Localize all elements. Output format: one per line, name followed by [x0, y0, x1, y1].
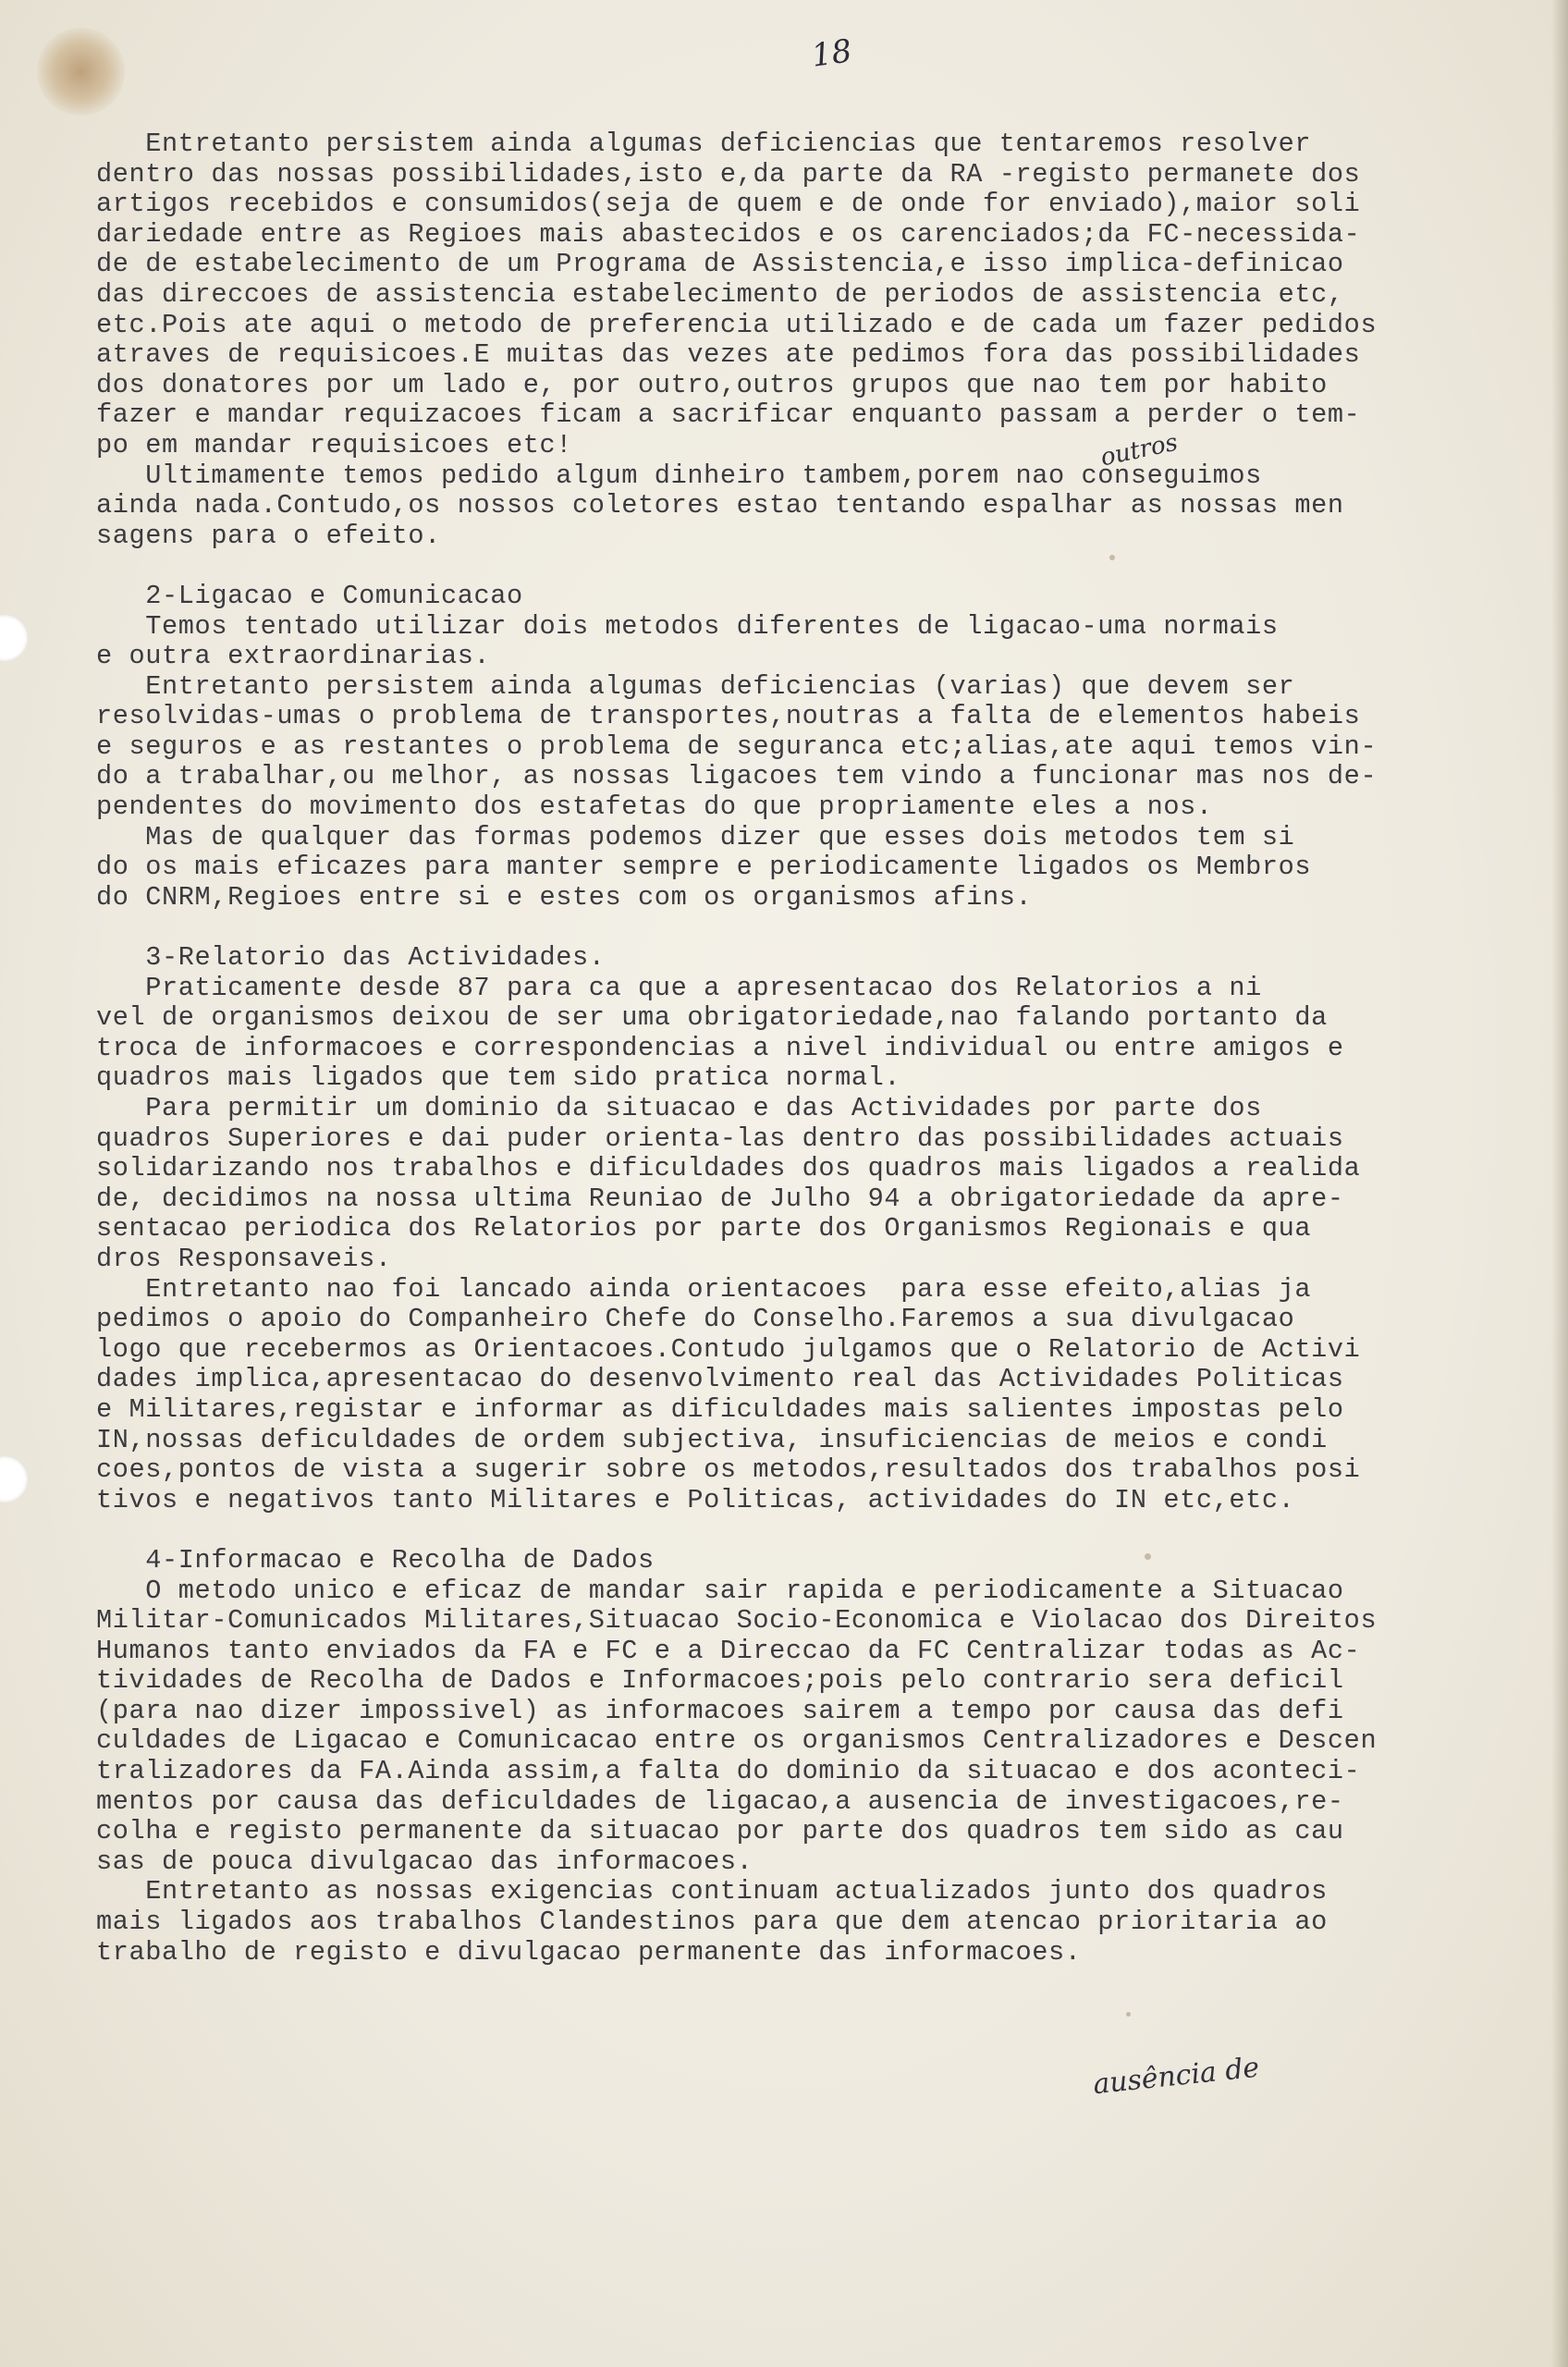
text-line: mentos por causa das deficuldades de ligacao,a ausencia de investigacoes,re- [96, 1785, 1344, 1817]
paper-speck [1126, 2012, 1131, 2017]
handwritten-bottom-note: ausência de [1091, 2051, 1261, 2102]
page-number: 18 [809, 32, 854, 75]
text-line: do CNRM,Regioes entre si e estes com os organismos afins. [96, 881, 1033, 913]
section-heading-relatorio: 3-Relatorio das Actividades. [96, 942, 606, 974]
section-heading-ligacao: 2-Ligacao e Comunicacao [96, 580, 523, 611]
text-line: colha e registo permanente da situacao por parte dos quadros tem sido as cau [96, 1816, 1344, 1847]
text-line: sagens para o efeito. [96, 520, 441, 551]
text-line: Entretanto as nossas exigencias continuam actualizados junto dos quadros [96, 1876, 1328, 1907]
text-line: e seguros e as restantes o problema de seguranca etc;alias,ate aqui temos vin- [96, 730, 1378, 762]
text-line: resolvidas-umas o problema de transportes,noutras a falta de elementos habeis [96, 701, 1361, 732]
text-line: de, decidimos na nossa ultima Reuniao de Julho 94 a obrigatoriedade da apre- [96, 1183, 1344, 1214]
text-line: do a trabalhar,ou melhor, as nossas ligacoes tem vindo a funcionar mas nos de- [96, 761, 1378, 792]
text-line: ainda nada.Contudo,os nossos coletores estao tentando espalhar as nossas men [96, 490, 1344, 521]
text-line: po em mandar requisicoes etc! [96, 429, 573, 460]
paragraph-gap [96, 913, 1548, 943]
text-line: pendentes do movimento dos estafetas do que propriamente eles a nos. [96, 791, 1213, 823]
rust-stain [37, 28, 125, 116]
text-line: quadros mais ligados que tem sido pratica normal. [96, 1062, 901, 1094]
text-line: fazer e mandar requizacoes ficam a sacrificar enquanto passam a perder o tem- [96, 399, 1361, 431]
text-line: dades implica,apresentacao do desenvolvimento real das Actividades Politicas [96, 1364, 1344, 1395]
text-line: tividades de Recolha de Dados e Informacoes;pois pelo contrario sera deficil [96, 1665, 1344, 1697]
text-line: sas de pouca divulgacao das informacoes. [96, 1846, 753, 1877]
text-line: Entretanto nao foi lancado ainda orientacoes para esse efeito,alias ja [96, 1273, 1312, 1305]
text-line: Para permitir um dominio da situacao e das Actividades por parte dos [96, 1093, 1262, 1123]
paragraph-gap [96, 551, 1548, 582]
page-edge-shadow [1551, 0, 1568, 2367]
text-line: e Militares,registar e informar as dificuldades mais salientes impostas pelo [96, 1393, 1344, 1425]
text-line: quadros Superiores e dai puder orienta-las dentro das possibilidades actuais [96, 1122, 1344, 1154]
punch-hole-top [0, 615, 28, 661]
text-line: atraves de requisicoes.E muitas das vezes ate pedimos fora das possibilidades [96, 339, 1361, 371]
text-line: Praticamente desde 87 para ca que a apresentacao dos Relatorios a ni [96, 972, 1262, 1003]
text-line: dariedade entre as Regioes mais abastecidos e os carenciados;da FC-necessida- [96, 218, 1361, 250]
text-line: sentacao periodica dos Relatorios por parte dos Organismos Regionais e qua [96, 1213, 1312, 1245]
text-line: etc.Pois ate aqui o metodo de preferencia utilizado e de cada um fazer pedidos [96, 309, 1378, 340]
text-line: dros Responsaveis. [96, 1243, 392, 1274]
handwritten-marginal-note: outros [1097, 428, 1181, 472]
text-line: vel de organismos deixou de ser uma obrigatoriedade,nao falando portanto da [96, 1002, 1328, 1034]
text-line: Entretanto persistem ainda algumas deficiencias (varias) que devem ser [96, 670, 1295, 702]
text-line: culdades de Ligacao e Comunicacao entre os organismos Centralizadores e Descen [96, 1725, 1378, 1757]
text-line: IN,nossas deficuldades de ordem subjectiva, insuficiencias de meios e condi [96, 1424, 1328, 1455]
text-line: troca de informacoes e correspondencias a nivel individual ou entre amigos e [96, 1032, 1344, 1063]
text-line: tivos e negativos tanto Militares e Politicas, actividades do IN etc,etc. [96, 1484, 1295, 1515]
text-line: Temos tentado utilizar dois metodos diferentes de ligacao-uma normais [96, 610, 1279, 642]
text-line: dentro das nossas possibilidades,isto e,da parte da RA -registo permanete dos [96, 158, 1361, 190]
text-line: Ultimamente temos pedido algum dinheiro tambem,porem nao conseguimos [96, 460, 1262, 491]
text-line: logo que recebermos as Orientacoes.Contudo julgamos que o Relatorio de Activi [96, 1333, 1361, 1365]
section-heading-informacao: 4-Informacao e Recolha de Dados [96, 1544, 655, 1576]
paragraph-gap [96, 1515, 1548, 1546]
text-line: dos donatores por um lado e, por outro,outros grupos que nao tem por habito [96, 369, 1328, 400]
text-line: mais ligados aos trabalhos Clandestinos para que dem atencao prioritaria ao [96, 1907, 1328, 1938]
text-line: solidarizando nos trabalhos e dificuldades dos quadros mais ligados a realida [96, 1153, 1361, 1184]
text-line: tralizadores da FA.Ainda assim,a falta do dominio da situacao e dos aconteci- [96, 1756, 1361, 1787]
text-line: trabalho de registo e divulgacao permanente das informacoes. [96, 1936, 1082, 1968]
text-line: artigos recebidos e consumidos(seja de quem e de onde for enviado),maior soli [96, 189, 1361, 220]
text-line: de de estabelecimento de um Programa de Assistencia,e isso implica-definicao [96, 249, 1344, 280]
text-line: do os mais eficazes para manter sempre e periodicamente ligados os Membros [96, 852, 1312, 883]
text-line: (para nao dizer impossivel) as informacoes sairem a tempo por causa das defi [96, 1695, 1344, 1726]
text-line: Entretanto persistem ainda algumas deficiencias que tentaremos resolver [96, 129, 1312, 159]
text-line: pedimos o apoio do Companheiro Chefe do Conselho.Faremos a sua divulgacao [96, 1304, 1295, 1335]
text-line: coes,pontos de vista a sugerir sobre os metodos,resultados dos trabalhos posi [96, 1454, 1361, 1486]
text-line: das direccoes de assistencia estabelecimento de periodos de assistencia etc, [96, 278, 1344, 310]
punch-hole-bottom [0, 1456, 28, 1502]
text-line: Mas de qualquer das formas podemos dizer que esses dois metodos tem si [96, 821, 1295, 852]
document-body [96, 129, 1548, 1968]
text-line: Militar-Comunicados Militares,Situacao Socio-Economica e Violacao dos Direitos [96, 1605, 1378, 1637]
text-line: e outra extraordinarias. [96, 641, 491, 672]
text-line: O metodo unico e eficaz de mandar sair rapida e periodicamente a Situacao [96, 1575, 1344, 1606]
text-line: Humanos tanto enviados da FA e FC e a Direccao da FC Centralizar todas as Ac- [96, 1635, 1361, 1666]
